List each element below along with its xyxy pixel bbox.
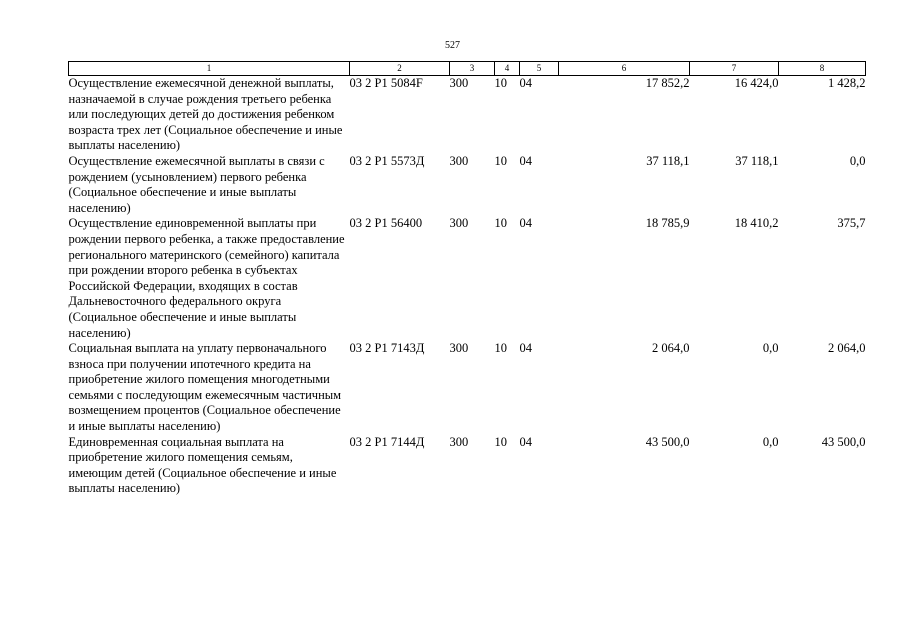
row-col-7: 0,0 (762, 434, 779, 449)
row-code: 03 2 P1 7144Д (349, 434, 425, 449)
row-col-3: 300 (449, 434, 469, 449)
row-col-4: 10 (494, 76, 507, 90)
row-name: Осуществление единовременной выплаты при рождении первого ребенка, а также предоставление регионального материнского (семейного) капитала при рождении второго ребенка в субъектах Российской Федерации, входящих в состав Дальневосточного федерального округа (Социальное обеспечение и иные выплаты населению) (68, 216, 345, 340)
row-col-8: 1 428,2 (828, 76, 866, 90)
row-col-7: 18 410,2 (734, 216, 779, 231)
table-row (69, 216, 866, 341)
column-header-1: 1 (69, 62, 350, 76)
row-name: Осуществление ежемесячной выплаты в связи с рождением (усыновлением) первого ребенка (Социальное обеспечение и иные выплаты населению) (68, 153, 325, 215)
row-code: 03 2 P1 56400 (349, 216, 423, 231)
row-col-8: 2 064,0 (828, 341, 866, 356)
table-row (69, 435, 866, 497)
column-header-5: 5 (520, 62, 559, 76)
row-col-3: 300 (449, 216, 469, 231)
row-name: Социальная выплата на уплату первоначального взноса при получении ипотечного кредита на приобретение жилого помещения многодетными семьями с последующим ежемесячным частичным возмещением процентов (Социальное обеспечение и иные выплаты населению) (68, 341, 342, 434)
row-col-5: 04 (519, 434, 532, 449)
row-code: 03 2 P1 5573Д (349, 153, 425, 168)
row-code: 03 2 P1 7143Д (349, 341, 425, 356)
table-row (69, 154, 866, 216)
row-col-6: 18 785,9 (645, 216, 690, 231)
column-header-4: 4 (495, 62, 520, 76)
row-col-7: 37 118,1 (735, 153, 779, 168)
column-header-2: 2 (350, 62, 450, 76)
row-col-5: 04 (519, 341, 532, 356)
row-col-4: 10 (494, 341, 507, 356)
budget-table (68, 61, 866, 497)
row-col-5: 04 (519, 76, 532, 90)
row-name: Единовременная социальная выплата на приобретение жилого помещения семьям, имеющим детей (Социальное обеспечение и иные выплаты населению) (68, 434, 337, 496)
row-col-4: 10 (494, 216, 507, 231)
page-number: 527 (445, 40, 460, 51)
row-col-6: 43 500,0 (645, 434, 690, 449)
row-col-7: 16 424,0 (734, 76, 779, 90)
column-header-8: 8 (779, 62, 866, 76)
row-col-3: 300 (449, 341, 469, 356)
row-col-6: 17 852,2 (645, 76, 690, 90)
row-col-4: 10 (494, 434, 507, 449)
row-col-6: 2 064,0 (652, 341, 690, 356)
row-col-7: 0,0 (762, 341, 779, 356)
row-col-8: 0,0 (849, 153, 866, 168)
row-col-5: 04 (519, 216, 532, 231)
row-col-8: 43 500,0 (821, 434, 866, 449)
table-row (69, 341, 866, 435)
header-row (69, 62, 866, 76)
column-header-6: 6 (559, 62, 690, 76)
table-row (69, 76, 866, 154)
row-name: Осуществление ежемесячной денежной выплаты, назначаемой в случае рождения третьего ребенка или последующих детей до достижения ребенком возраста трех лет (Социальное обеспечение и иные выплаты населению) (68, 76, 343, 153)
row-col-3: 300 (449, 76, 469, 90)
row-code: 03 2 P1 5084F (349, 76, 423, 90)
row-col-3: 300 (449, 153, 469, 168)
column-header-3: 3 (450, 62, 495, 76)
row-col-8: 375,7 (837, 216, 866, 231)
column-header-7: 7 (690, 62, 779, 76)
row-col-4: 10 (494, 153, 507, 168)
row-col-5: 04 (519, 153, 532, 168)
row-col-6: 37 118,1 (646, 153, 690, 168)
